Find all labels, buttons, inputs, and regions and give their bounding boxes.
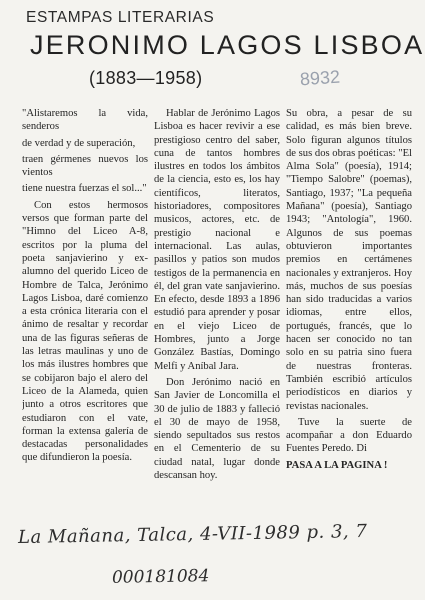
- article-headline: JERONIMO LAGOS LISBOA: [30, 30, 425, 60]
- body-paragraph: Tuve la suerte de acompañar a don Eduardo Fuentes Peredo. Di: [286, 416, 412, 455]
- column-1: [22, 107, 148, 547]
- archive-stamp-number: 8932: [299, 66, 341, 90]
- handwritten-source-note: La Mañana, Talca, 4-VII-1989 p. 3, 7: [17, 520, 368, 549]
- body-paragraph: Don Jerónimo nació en San Javier de Loncomilla el 30 de julio de 1883 y falleció el 30 de mayo de 1958, siendo sepultados sus restos en el Cementerio de su ciudad natal, lugar donde descansan hoy.: [154, 376, 280, 482]
- verse-line: tiene nuestra fuerzas el sol...": [22, 183, 147, 195]
- handwritten-catalog-id: 000181084: [111, 566, 210, 588]
- body-paragraph: Su obra, a pesar de su calidad, es más bien breve. Solo figuran algunos títulos de sus dos obras poéticas: "El Alma Sola" (poesía), 1914; "Tiempo Salobre" (poemas), Santiago, 1937; "La pequeña Mañana" (poesía), Santiago 1943; "Antología", 1960. Algunos de sus poemas obtuvieron importantes premios en certámenes nacionales y extranjeros. Hoy más, muchos de sus poesías han sido traducidas a varios idiomas, entre ellos, portugués, francés, que lo hacen ser conocido no tan solo en su patria sino fuera de nuestras fronteras. También escribió artículos periodísticos en diarios y revistas nacionales.: [286, 108, 412, 412]
- verse-line: de verdad y de superación,: [22, 137, 136, 149]
- section-kicker: ESTAMPAS LITERARIAS: [26, 9, 215, 26]
- life-years: (1883—1958): [89, 68, 203, 88]
- article-body: [22, 107, 412, 547]
- body-paragraph: Hablar de Jerónimo Lagos Lisboa es hacer revivir a ese prestigioso centro del saber, cuna de tantos hombres ilustres en todos los ámbitos de la ciencia, esto es, los hay científicos, literatos, historiadores, compositores musicos, actores, etc. de prestigio nacional e internacional. Las aulas, pasillos y patios son mudos testigos de la permanencia en él, del gran vate sanjavierino. En efecto, desde 1893 a 1896 estudió para aprender y posar en el viejo Liceo de Hombres, junto a Jorge González Bastías, Domingo Melfi y Aníbal Jara.: [154, 108, 280, 372]
- column-2: [154, 107, 280, 547]
- verse-line: traen gérmenes nuevos los vientos: [22, 153, 148, 179]
- verse-line: "Alistaremos la vida, senderos: [22, 108, 148, 133]
- body-paragraph: Con estos hermosos versos que forman parte del "Himno del Liceo A-8, escritos por la pluma del poeta sanjavierino y ex-alumno del querido Liceo de Hombre de Talca, Jerónimo Lagos Lisboa, daré comienzo a esta crónica literaria con el ánimo de resaltar y recordar una de las figuras señeras de las letras maulinas y uno de los más ilustres hombres que se cobijaron bajo el alero del Liceo de la Alameda, quien junto a otros escritores que estudiaron con el vate, forman la extensa galería de destacadas personalidades que difundieron la poesía.: [22, 199, 148, 464]
- column-3: [286, 107, 412, 547]
- continued-note: PASA A LA PAGINA !: [286, 459, 388, 471]
